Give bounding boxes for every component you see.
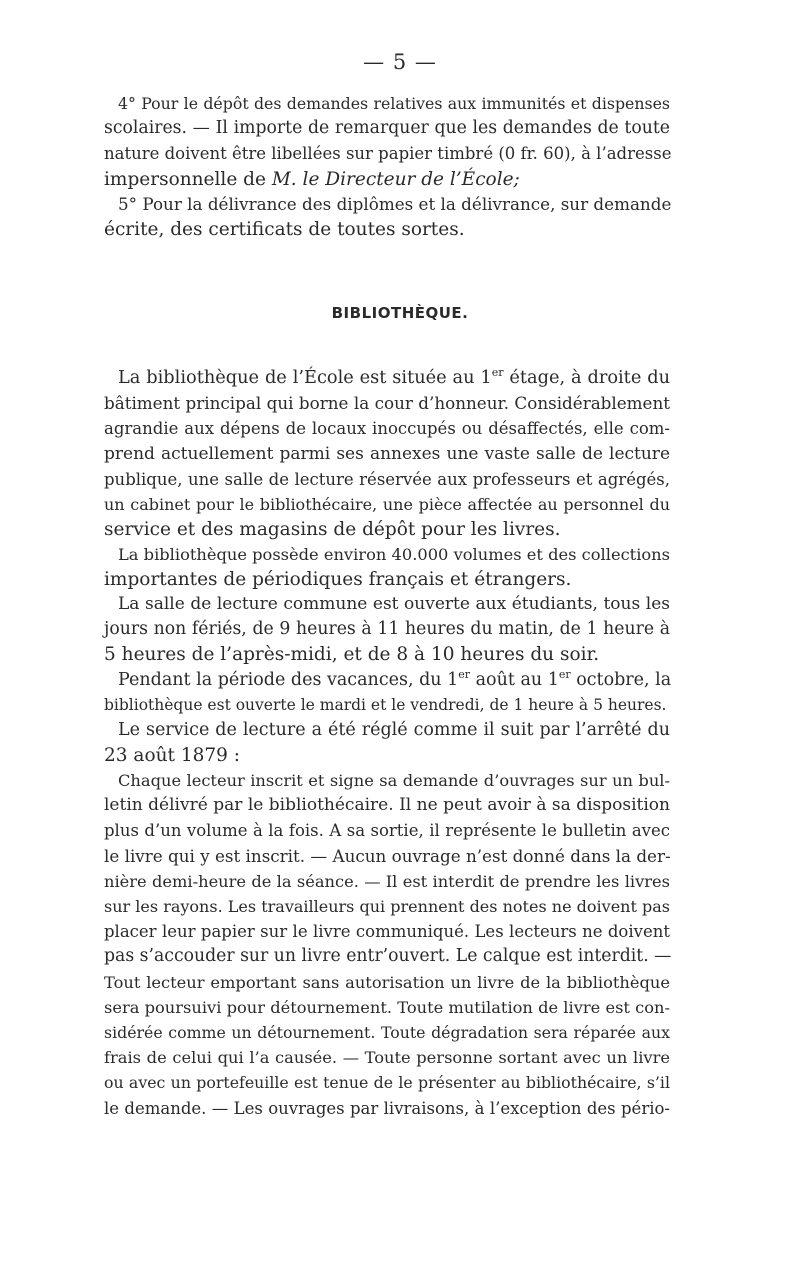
text-line: ou avec un portefeuille est tenue de le présenter au bibliothécaire, s’il (104, 1073, 670, 1093)
text-line: prend actuellement parmi ses annexes une vaste salle de lecture (104, 443, 670, 464)
text-line: sera poursuivi pour détournement. Toute mutilation de livre est con- (104, 997, 670, 1017)
text-line: plus d’un volume à la fois. A sa sortie, il représente le bulletin avec (104, 821, 670, 841)
item-5-paragraph (104, 192, 670, 242)
text-segment: août au 1 (470, 670, 559, 690)
superscript: er (458, 668, 471, 682)
text-line: 5 heures de l’après-midi, et de 8 à 10 heures du soir. (104, 644, 600, 666)
text-line: 5° Pour la délivrance des diplômes et la délivrance, sur demande (118, 194, 672, 214)
item-4-paragraph (104, 91, 670, 192)
paragraph-vacations (104, 668, 670, 718)
text-line: bibliothèque est ouverte le mardi et le vendredi, de 1 heure à 5 heures. (104, 696, 667, 715)
text-line: pas s’accouder sur un livre entr’ouvert. Le calque est interdit. — (104, 946, 672, 967)
paragraph-rules (104, 768, 670, 1121)
text-line: La bibliothèque possède environ 40.000 volumes et des collections (118, 545, 670, 564)
page-number: — 5 — (363, 50, 437, 74)
text-line: 4° Pour le dépôt des demandes relatives aux immunités et dispenses (118, 94, 670, 113)
text-line: letin délivré par le bibliothécaire. Il ne peut avoir à sa disposition (104, 795, 670, 816)
superscript: er (491, 366, 504, 380)
text-line: un cabinet pour le bibliothécaire, une pièce affectée au personnel du (104, 495, 670, 515)
paragraph-collections (104, 542, 670, 592)
text-line: le livre qui y est inscrit. — Aucun ouvrage n’est donné dans la der- (104, 845, 671, 866)
text-line: service et des magasins de dépôt pour les livres. (104, 519, 561, 541)
text-line: frais de celui qui l’a causée. — Toute personne sortant avec un livre (104, 1048, 670, 1068)
text-line (104, 668, 670, 693)
text-line: bâtiment principal qui borne la cour d’honneur. Considérablement (104, 393, 670, 414)
text-segment: La bibliothèque de l’École est située au 1 (118, 368, 492, 388)
text-line: jours non fériés, de 9 heures à 11 heures du matin, de 1 heure à (104, 619, 670, 640)
text-line: sidérée comme un détournement. Toute dégradation sera réparée aux (104, 1023, 670, 1043)
text-line (104, 167, 670, 192)
superscript: er (558, 668, 571, 682)
text-line: scolaires. — Il importe de remarquer que les demandes de toute (104, 118, 670, 139)
text-line: sur les rayons. Les travailleurs qui prennent des notes ne doivent pas (104, 897, 670, 917)
paragraph-location (104, 366, 670, 542)
text-segment: Pendant la période des vacances, du 1 (118, 670, 459, 690)
text-segment: octobre, la (570, 670, 672, 690)
text-line: agrandie aux dépens de locaux inoccupés ou désaffectés, elle com- (104, 419, 670, 439)
italic-address: M. le Directeur de l’École; (271, 168, 520, 190)
section-title: BIBLIOTHÈQUE. (331, 304, 469, 322)
text-segment: étage, à droite du (503, 368, 670, 388)
paragraph-hours (104, 592, 670, 668)
text-line (104, 366, 670, 391)
paragraph-decree (104, 718, 670, 768)
text-line: Le service de lecture a été réglé comme il suit par l’arrêté du (118, 720, 670, 740)
text-line: 23 août 1879 : (104, 745, 241, 767)
text-line: publique, une salle de lecture réservée aux professeurs et agrégés, (104, 469, 670, 489)
text-line: nière demi-heure de la séance. — Il est interdit de prendre les livres (104, 871, 670, 891)
text-segment: impersonnelle de (104, 168, 272, 190)
text-line: placer leur papier sur le livre communiqué. Les lecteurs ne doivent (104, 922, 670, 942)
text-line: écrite, des certificats de toutes sortes. (104, 219, 465, 241)
text-line: importantes de périodiques français et étrangers. (104, 569, 572, 591)
text-line: le demande. — Les ouvrages par livraisons, à l’exception des pério- (104, 1098, 670, 1118)
text-line: Chaque lecteur inscrit et signe sa demande d’ouvrages sur un bul- (118, 771, 670, 790)
text-line: nature doivent être libellées sur papier timbré (0 fr. 60), à l’adresse (104, 144, 672, 164)
text-line: Tout lecteur emportant sans autorisation un livre de la bibliothèque (104, 972, 670, 992)
text-line: La salle de lecture commune est ouverte aux étudiants, tous les (118, 594, 670, 614)
